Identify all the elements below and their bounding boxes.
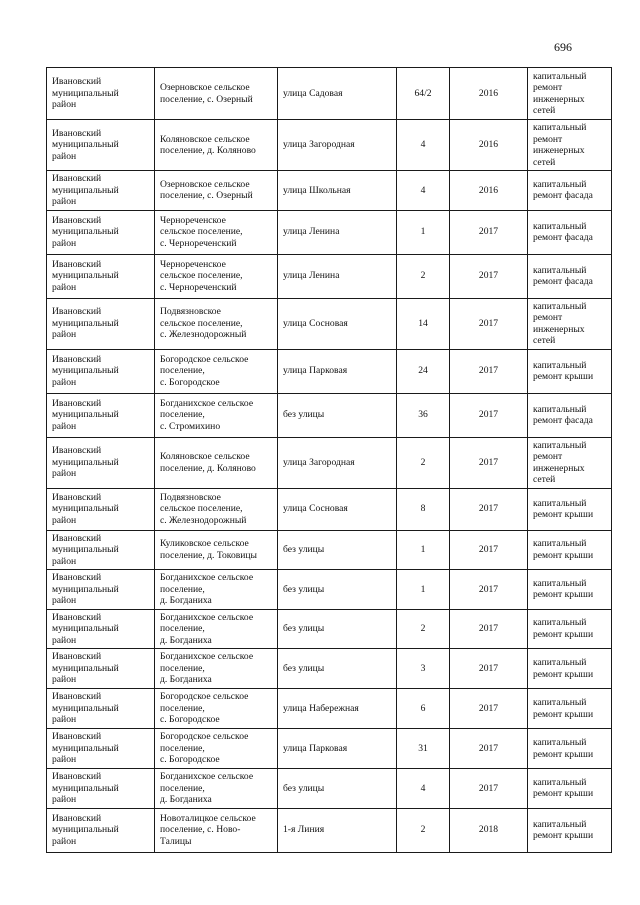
district-cell: [47, 254, 155, 298]
year-cell: [450, 437, 528, 488]
house-number-cell: [397, 570, 450, 610]
house-number-text: 3: [420, 662, 426, 674]
street-text: улица Ленина: [283, 270, 340, 282]
street-cell: [278, 68, 397, 120]
settlement-cell: [155, 530, 278, 570]
house-number-cell: [397, 437, 450, 488]
district-cell: [47, 171, 155, 211]
work-type-cell: [528, 649, 612, 689]
district-cell: [47, 488, 155, 530]
settlement-text: Подвязновское сельское поселение, с. Железнодорожный: [160, 306, 247, 341]
district-text: Ивановский муниципальный район: [52, 532, 119, 567]
settlement-cell: [155, 254, 278, 298]
street-text: улица Садовая: [283, 87, 343, 99]
year-cell: [450, 488, 528, 530]
work-type-cell: [528, 120, 612, 171]
settlement-cell: [155, 393, 278, 437]
settlement-cell: [155, 570, 278, 610]
house-number-text: 36: [418, 409, 428, 421]
work-type-text: капитальный ремонт фасада: [533, 403, 593, 426]
settlement-cell: [155, 729, 278, 769]
street-text: без улицы: [283, 583, 325, 595]
street-text: без улицы: [283, 782, 325, 794]
year-cell: [450, 68, 528, 120]
house-number-text: 14: [418, 317, 428, 329]
work-type-text: капитальный ремонт крыши: [533, 617, 594, 640]
year-cell: [450, 808, 528, 852]
table-row: [47, 769, 612, 809]
street-text: улица Ленина: [283, 226, 340, 238]
settlement-text: Богданихское сельское поселение, д. Богданиха: [160, 611, 254, 646]
street-text: улица Загородная: [283, 456, 355, 468]
year-text: 2017: [478, 544, 499, 555]
district-cell: [47, 298, 155, 349]
house-number-cell: [397, 689, 450, 729]
work-type-cell: [528, 530, 612, 570]
work-type-text: капитальный ремонт крыши: [533, 657, 594, 680]
district-text: Ивановский муниципальный район: [52, 127, 119, 162]
district-text: Ивановский муниципальный район: [52, 572, 119, 606]
district-cell: [47, 530, 155, 570]
work-type-cell: [528, 808, 612, 852]
work-type-text: капитальный ремонт крыши: [533, 359, 594, 382]
street-cell: [278, 120, 397, 171]
district-text: Ивановский муниципальный район: [52, 651, 119, 686]
work-type-cell: [528, 349, 612, 393]
work-type-text: капитальный ремонт крыши: [533, 697, 594, 720]
house-number-text: 6: [420, 702, 426, 714]
year-text: 2017: [478, 456, 499, 468]
district-cell: [47, 437, 155, 488]
year-text: 2017: [478, 782, 499, 794]
settlement-cell: [155, 437, 278, 488]
table-row: [47, 349, 612, 393]
settlement-cell: [155, 649, 278, 689]
district-cell: [47, 689, 155, 729]
house-number-cell: [397, 488, 450, 530]
work-type-cell: [528, 729, 612, 769]
year-text: 2017: [478, 623, 499, 634]
work-type-cell: [528, 171, 612, 211]
district-text: Ивановский муниципальный район: [52, 258, 119, 293]
year-cell: [450, 349, 528, 393]
table-row: [47, 210, 612, 254]
year-text: 2017: [478, 702, 499, 714]
year-cell: [450, 689, 528, 729]
district-cell: [47, 729, 155, 769]
year-text: 2017: [478, 270, 499, 282]
settlement-cell: [155, 120, 278, 171]
table-row: [47, 437, 612, 488]
settlement-text: Богданихское сельское поселение, д. Богданиха: [160, 572, 254, 606]
district-text: Ивановский муниципальный район: [52, 611, 119, 646]
work-type-text: капитальный ремонт фасада: [533, 264, 593, 287]
work-type-cell: [528, 488, 612, 530]
table-row: [47, 488, 612, 530]
house-number-text: 1: [420, 583, 426, 595]
table-row: [47, 254, 612, 298]
year-cell: [450, 254, 528, 298]
settlement-cell: [155, 210, 278, 254]
work-type-text: капитальный ремонт фасада: [533, 178, 593, 202]
work-type-cell: [528, 254, 612, 298]
year-cell: [450, 210, 528, 254]
settlement-cell: [155, 298, 278, 349]
work-type-text: капитальный ремонт инженерных сетей: [533, 122, 587, 168]
settlement-cell: [155, 609, 278, 649]
year-text: 2017: [478, 365, 499, 377]
settlement-text: Богданихское сельское поселение, с. Стромихино: [160, 397, 254, 432]
settlement-text: Подвязновское сельское поселение, с. Железнодорожный: [160, 491, 247, 526]
year-text: 2016: [478, 184, 499, 196]
settlement-cell: [155, 68, 278, 120]
house-number-cell: [397, 254, 450, 298]
settlement-cell: [155, 171, 278, 211]
house-number-cell: [397, 349, 450, 393]
year-text: 2018: [478, 824, 499, 836]
house-number-cell: [397, 609, 450, 649]
year-cell: [450, 729, 528, 769]
house-number-cell: [397, 68, 450, 120]
year-cell: [450, 298, 528, 349]
settlement-text: Новоталицкое сельское поселение, с. Ново- Талицы: [160, 812, 256, 847]
settlement-text: Богданихское сельское поселение, д. Богданиха: [160, 771, 254, 805]
house-number-text: 4: [420, 184, 426, 196]
street-text: улица Сосновая: [283, 317, 348, 329]
house-number-text: 8: [420, 503, 426, 515]
street-text: улица Парковая: [283, 742, 348, 754]
year-text: 2017: [478, 226, 499, 238]
table-row: [47, 120, 612, 171]
year-cell: [450, 393, 528, 437]
work-type-cell: [528, 609, 612, 649]
settlement-text: Чернореченское сельское поселение, с. Чернореченский: [160, 258, 243, 293]
work-type-cell: [528, 393, 612, 437]
work-type-text: капитальный ремонт крыши: [533, 776, 594, 800]
district-text: Ивановский муниципальный район: [52, 731, 119, 766]
year-text: 2017: [478, 503, 499, 515]
house-number-cell: [397, 120, 450, 171]
street-cell: [278, 254, 397, 298]
settlement-cell: [155, 769, 278, 809]
street-cell: [278, 437, 397, 488]
district-cell: [47, 769, 155, 809]
house-number-cell: [397, 171, 450, 211]
house-number-cell: [397, 808, 450, 852]
table-row: [47, 530, 612, 570]
street-text: улица Сосновая: [283, 503, 348, 515]
work-type-text: капитальный ремонт инженерных сетей: [533, 70, 587, 116]
house-number-cell: [397, 298, 450, 349]
work-type-text: капитальный ремонт инженерных сетей: [533, 439, 587, 485]
year-text: 2016: [478, 139, 499, 151]
year-text: 2017: [478, 742, 499, 754]
work-type-cell: [528, 210, 612, 254]
house-number-text: 31: [418, 742, 428, 754]
district-text: Ивановский муниципальный район: [52, 771, 119, 805]
district-text: Ивановский муниципальный район: [52, 76, 119, 111]
district-cell: [47, 120, 155, 171]
settlement-text: Коляновское сельское поселение, д. Коляново: [160, 133, 256, 156]
year-text: 2017: [478, 583, 499, 595]
settlement-text: Озерновское сельское поселение, с. Озерный: [160, 178, 253, 202]
table-row: [47, 808, 612, 852]
house-number-text: 1: [420, 544, 426, 555]
district-cell: [47, 609, 155, 649]
table-row: [47, 570, 612, 610]
house-number-text: 4: [420, 782, 426, 794]
street-cell: [278, 530, 397, 570]
street-text: улица Школьная: [283, 184, 351, 196]
district-cell: [47, 649, 155, 689]
street-cell: [278, 729, 397, 769]
year-cell: [450, 171, 528, 211]
table-row: [47, 649, 612, 689]
settlement-text: Богданихское сельское поселение, д. Богданиха: [160, 651, 254, 686]
district-cell: [47, 349, 155, 393]
street-text: без улицы: [283, 409, 325, 421]
district-cell: [47, 808, 155, 852]
settlement-text: Коляновское сельское поселение, д. Коляново: [160, 451, 256, 474]
house-number-text: 2: [420, 623, 426, 634]
settlement-cell: [155, 349, 278, 393]
year-text: 2017: [478, 662, 499, 674]
work-type-text: капитальный ремонт крыши: [533, 497, 594, 520]
year-cell: [450, 120, 528, 171]
table-row: [47, 68, 612, 120]
house-number-cell: [397, 649, 450, 689]
table-row: [47, 689, 612, 729]
settlement-cell: [155, 689, 278, 729]
settlement-text: Богородское сельское поселение, с. Богородское: [160, 691, 249, 726]
work-type-cell: [528, 689, 612, 729]
street-cell: [278, 769, 397, 809]
house-number-text: 4: [420, 139, 426, 151]
year-cell: [450, 530, 528, 570]
year-cell: [450, 609, 528, 649]
house-number-text: 2: [420, 456, 426, 468]
district-text: Ивановский муниципальный район: [52, 214, 119, 249]
district-text: Ивановский муниципальный район: [52, 173, 119, 207]
house-number-text: 24: [418, 365, 428, 377]
house-number-cell: [397, 729, 450, 769]
work-type-text: капитальный ремонт фасада: [533, 220, 593, 243]
settlement-text: Богородское сельское поселение, с. Богородское: [160, 353, 249, 388]
table-row: [47, 298, 612, 349]
settlement-text: Богородское сельское поселение, с. Богородское: [160, 731, 249, 766]
house-number-cell: [397, 210, 450, 254]
house-number-text: 2: [420, 270, 426, 282]
work-type-cell: [528, 570, 612, 610]
work-type-text: капитальный ремонт крыши: [533, 818, 594, 841]
street-cell: [278, 210, 397, 254]
street-text: 1-я Линия: [283, 824, 325, 836]
district-text: Ивановский муниципальный район: [52, 691, 119, 726]
year-text: 2017: [478, 409, 499, 421]
repair-register-table: [46, 67, 612, 853]
district-cell: [47, 393, 155, 437]
settlement-text: Чернореченское сельское поселение, с. Чернореченский: [160, 214, 243, 249]
house-number-text: 64/2: [414, 87, 432, 99]
year-cell: [450, 769, 528, 809]
street-cell: [278, 808, 397, 852]
work-type-cell: [528, 298, 612, 349]
work-type-text: капитальный ремонт крыши: [533, 577, 594, 601]
district-text: Ивановский муниципальный район: [52, 397, 119, 432]
street-cell: [278, 689, 397, 729]
street-text: без улицы: [283, 662, 325, 674]
district-text: Ивановский муниципальный район: [52, 353, 119, 388]
work-type-cell: [528, 437, 612, 488]
district-text: Ивановский муниципальный район: [52, 445, 119, 480]
house-number-cell: [397, 393, 450, 437]
district-cell: [47, 210, 155, 254]
settlement-text: Куликовское сельское поселение, д. Токовицы: [160, 538, 258, 561]
street-cell: [278, 171, 397, 211]
table-body: [47, 68, 612, 853]
work-type-text: капитальный ремонт крыши: [533, 737, 594, 760]
table-row: [47, 171, 612, 211]
street-text: улица Загородная: [283, 139, 355, 151]
street-cell: [278, 298, 397, 349]
table-row: [47, 729, 612, 769]
street-text: без улицы: [283, 623, 325, 634]
house-number-cell: [397, 530, 450, 570]
street-cell: [278, 393, 397, 437]
page-number: 696: [554, 40, 572, 54]
street-cell: [278, 488, 397, 530]
district-text: Ивановский муниципальный район: [52, 491, 119, 526]
year-cell: [450, 570, 528, 610]
street-cell: [278, 609, 397, 649]
house-number-text: 1: [420, 226, 426, 238]
table-row: [47, 609, 612, 649]
district-cell: [47, 68, 155, 120]
house-number-cell: [397, 769, 450, 809]
year-text: 2017: [478, 317, 499, 329]
table-row: [47, 393, 612, 437]
work-type-text: капитальный ремонт инженерных сетей: [533, 300, 587, 346]
district-text: Ивановский муниципальный район: [52, 306, 119, 341]
work-type-cell: [528, 769, 612, 809]
district-cell: [47, 570, 155, 610]
street-text: без улицы: [283, 544, 325, 555]
street-cell: [278, 570, 397, 610]
street-text: улица Парковая: [283, 365, 348, 377]
year-text: 2016: [478, 87, 499, 99]
street-text: улица Набережная: [283, 702, 359, 714]
settlement-text: Озерновское сельское поселение, с. Озерный: [160, 82, 253, 105]
street-cell: [278, 349, 397, 393]
work-type-text: капитальный ремонт крыши: [533, 538, 594, 561]
settlement-cell: [155, 488, 278, 530]
work-type-cell: [528, 68, 612, 120]
year-cell: [450, 649, 528, 689]
settlement-cell: [155, 808, 278, 852]
district-text: Ивановский муниципальный район: [52, 812, 119, 847]
street-cell: [278, 649, 397, 689]
house-number-text: 2: [420, 824, 426, 836]
